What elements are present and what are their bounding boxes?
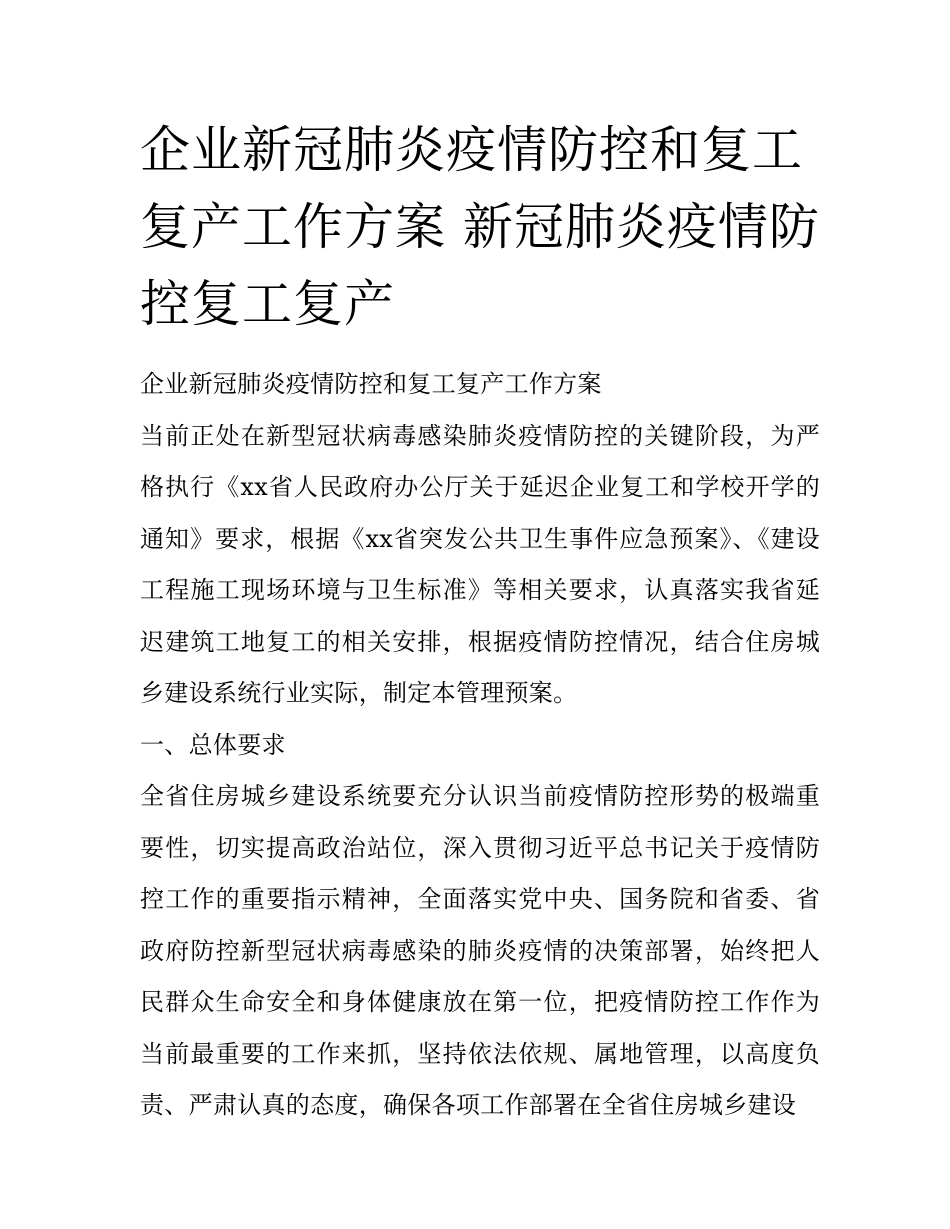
- section-paragraph: 全省住房城乡建设系统要充分认识当前疫情防控形势的极端重要性，切实提高政治站位，深入贯彻习近平总书记关于疫情防控工作的重要指示精神，全面落实党中央、国务院和省委、省政府防控新型冠状病毒感染的肺炎疫情的决策部署，始终把人民群众生命安全和身体健康放在第一位，把疫情防控工作作为当前最重要的工作来抓，坚持依法依规、属地管理，以高度负责、严肃认真的态度，确保各项工作部署在全省住房城乡建设: [140, 782, 820, 1119]
- document-body: [140, 359, 820, 1132]
- intro-paragraph: 当前正处在新型冠状病毒感染肺炎疫情防控的关键阶段，为严格执行《xx省人民政府办公厅关于延迟企业复工和学校开学的通知》要求，根据《xx省突发公共卫生事件应急预案》、《建设工程施工现场环境与卫生标准》等相关要求，认真落实我省延迟建筑工地复工的相关安排，根据疫情防控情况，结合住房城乡建设系统行业实际，制定本管理预案。: [140, 421, 820, 707]
- document-subtitle: 企业新冠肺炎疫情防控和复工复产工作方案: [140, 370, 602, 398]
- document-title: 企业新冠肺炎疫情防控和复工复产工作方案 新冠肺炎疫情防控复工复产: [140, 121, 820, 333]
- section-heading: 一、总体要求: [140, 730, 286, 759]
